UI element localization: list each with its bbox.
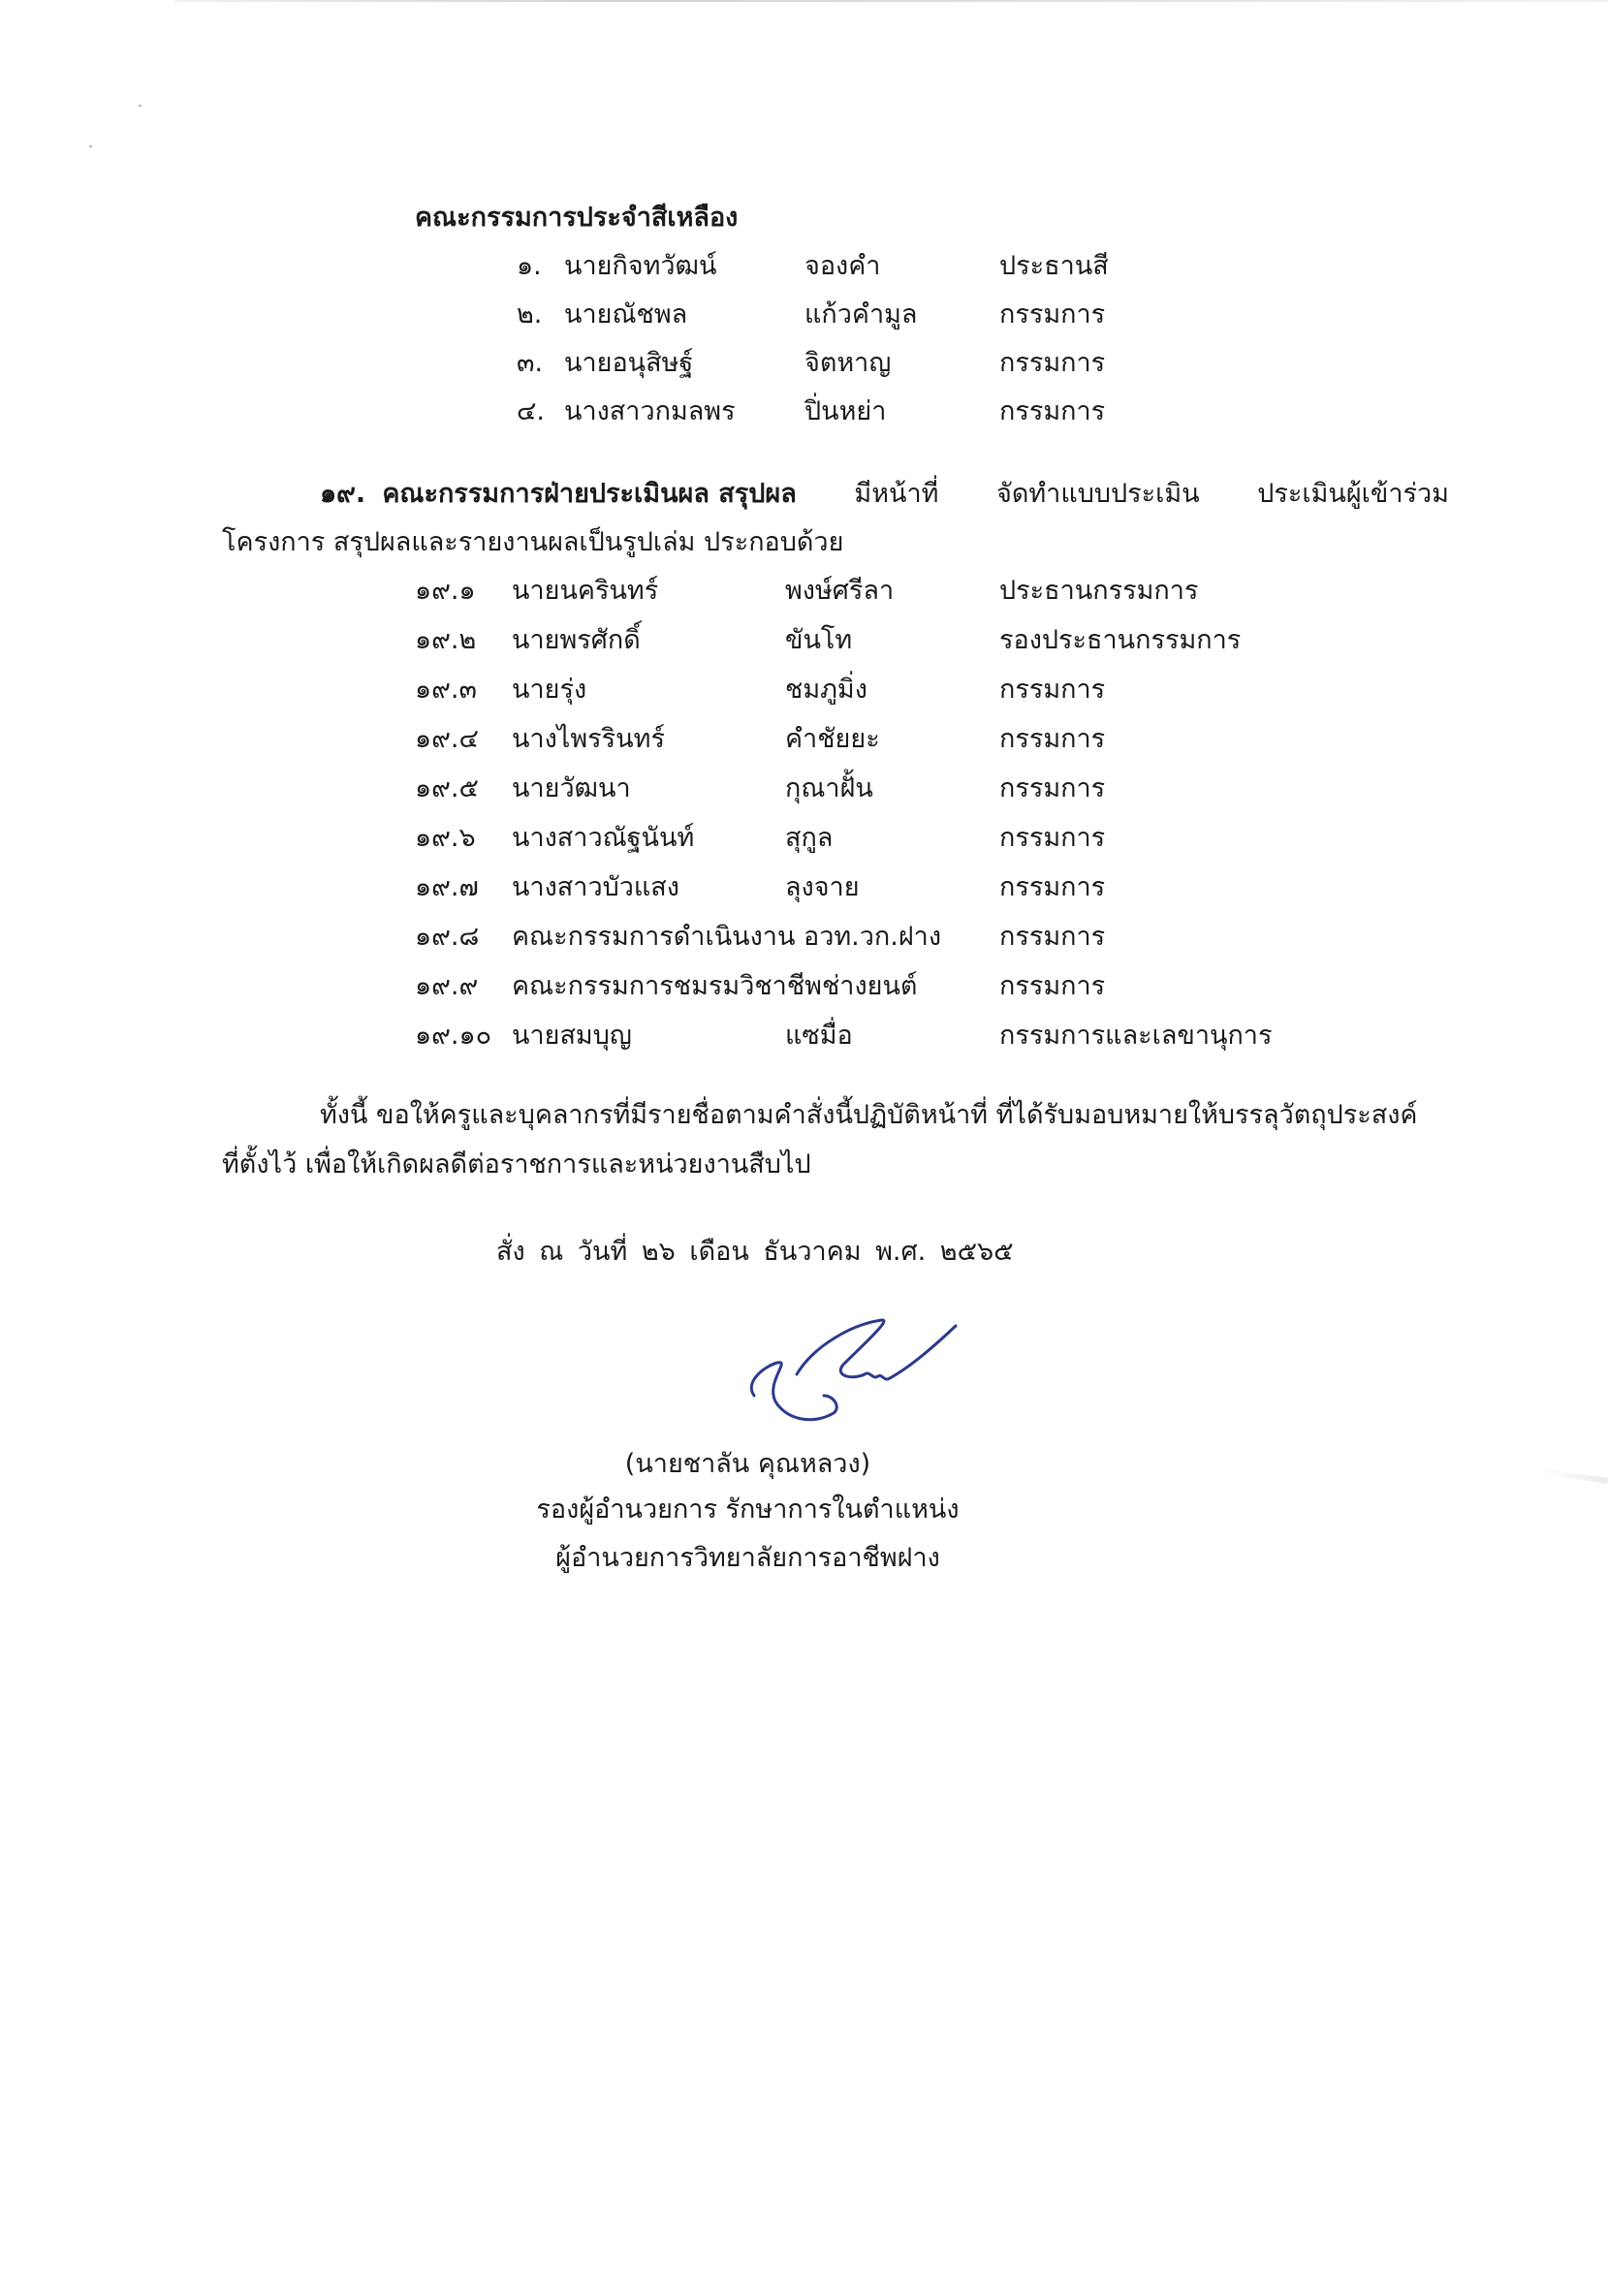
member-name: นางไพรรินทร์ [512, 724, 665, 754]
member-role: กรรมการ [999, 348, 1106, 378]
signatory-position-line2: ผู้อำนวยการวิทยาลัยการอาชีพฝาง [555, 1543, 940, 1573]
member-number: ๑๙.๙ [415, 971, 479, 1001]
member-number: ๓. [517, 348, 544, 378]
member-number: ๑๙.๘ [415, 922, 480, 952]
section-19-member-row [0, 624, 1608, 673]
member-role: รองประธานกรรมการ [999, 625, 1242, 655]
member-name: นายกิจทวัฒน์ [564, 251, 717, 281]
section-19-member-row [0, 822, 1608, 870]
member-surname: พงษ์ศรีลา [785, 576, 895, 606]
member-name: คณะกรรมการชมรมวิชาชีพช่างยนต์ [512, 971, 918, 1001]
section-19-member-row [0, 772, 1608, 821]
member-number: ๑๙.๖ [415, 823, 476, 853]
section-19-duty-label: มีหน้าที่ [854, 479, 939, 509]
closing-paragraph-line1: ทั้งนี้ ขอให้ครูและบุคลากรที่มีรายชื่อตามคำสั่งนี้ปฏิบัติหน้าที่ ที่ได้รับมอบหมายให้บรรลุวัตถุประสงค์ [320, 1100, 1418, 1130]
member-surname: ปิ่นหย่า [804, 396, 887, 426]
member-role: กรรมการ [999, 823, 1106, 853]
member-number: ๑๙.๗ [415, 872, 479, 902]
member-name: นายวัฒนา [512, 773, 631, 803]
member-surname: ขันโท [785, 625, 853, 655]
yellow-member-row [0, 347, 1608, 395]
member-surname: จองคำ [804, 251, 881, 281]
member-role: กรรมการ [999, 872, 1106, 902]
member-surname: สุกูล [785, 823, 834, 853]
section-19-member-row [0, 921, 1608, 969]
yellow-committee-heading: คณะกรรมการประจำสีเหลือง [415, 203, 739, 233]
member-number: ๑. [517, 251, 542, 281]
yellow-member-row [0, 250, 1608, 299]
member-role: กรรมการ [999, 724, 1106, 754]
member-name: นายณัชพล [564, 299, 688, 330]
order-date: สั่ง ณ วันที่ ๒๖ เดือน ธันวาคม พ.ศ. ๒๕๖๕ [496, 1237, 1014, 1267]
section-19-member-row [0, 871, 1608, 920]
member-role: กรรมการ [999, 922, 1106, 952]
member-number: ๑๙.๔ [415, 724, 479, 754]
member-number: ๑๙.๕ [415, 773, 479, 803]
yellow-member-row [0, 299, 1608, 347]
member-name: นายอนุสิษฐ์ [564, 348, 694, 378]
section-19-member-row [0, 674, 1608, 722]
member-role: กรรมการ [999, 971, 1106, 1001]
section-19-member-row [0, 1020, 1608, 1068]
member-surname: กุณาฝั้น [785, 773, 873, 803]
member-name: นายนครินทร์ [512, 576, 659, 606]
member-number: ๔. [517, 396, 546, 426]
member-name: คณะกรรมการดำเนินงาน อวท.วก.ฝาง [512, 922, 942, 952]
section-19-duty-part1: จัดทำแบบประเมิน [996, 479, 1200, 509]
member-name: นายสมบุญ [512, 1021, 632, 1051]
signatory-name: (นายชาลัน คุณหลวง) [624, 1449, 871, 1479]
section-19-header [320, 478, 1449, 511]
member-role: กรรมการ [999, 396, 1106, 426]
member-number: ๑๙.๓ [415, 675, 477, 705]
member-name: นางสาวณัฐนันท์ [512, 823, 695, 853]
signatory-position-line1: รองผู้อำนวยการ รักษาการในตำแหน่ง [536, 1494, 960, 1525]
member-surname: คำชัยยะ [785, 724, 880, 754]
section-19-continuation: โครงการ สรุปผลและรายงานผลเป็นรูปเล่ม ประกอบด้วย [222, 527, 844, 557]
yellow-member-row [0, 395, 1608, 444]
handwritten-signature [737, 1306, 969, 1432]
section-19-duty-part2: ประเมินผู้เข้าร่วม [1257, 479, 1449, 509]
section-19-member-row [0, 723, 1608, 771]
member-role: ประธานสี [999, 251, 1109, 281]
member-role: กรรมการ [999, 773, 1106, 803]
member-role: กรรมการ [999, 299, 1106, 330]
member-role: กรรมการ [999, 675, 1106, 705]
member-number: ๑๙.๑๐ [415, 1021, 492, 1051]
member-role: ประธานกรรมการ [999, 576, 1199, 606]
member-name: นางสาวบัวแสง [512, 872, 679, 902]
member-surname: ชมภูมิ่ง [785, 675, 867, 705]
member-surname: แซมื่อ [785, 1021, 853, 1051]
member-role: กรรมการและเลขานุการ [999, 1021, 1273, 1051]
member-number: ๒. [517, 299, 543, 330]
member-surname: แก้วคำมูล [804, 299, 918, 330]
section-19-member-row [0, 970, 1608, 1019]
section-19-title: คณะกรรมการฝ่ายประเมินผล สรุปผล [382, 479, 797, 509]
member-number: ๑๙.๑ [415, 576, 476, 606]
member-name: นายพรศักดิ์ [512, 625, 641, 655]
member-surname: จิตหาญ [804, 348, 892, 378]
member-surname: ลุงจาย [785, 872, 860, 902]
section-19-number: ๑๙. [320, 479, 366, 509]
section-19-member-row [0, 575, 1608, 623]
member-name: นายรุ่ง [512, 675, 587, 705]
closing-paragraph-line2: ที่ตั้งไว้ เพื่อให้เกิดผลดีต่อราชการและหน่วยงานสืบไป [222, 1149, 811, 1179]
member-name: นางสาวกมลพร [564, 396, 736, 426]
member-number: ๑๙.๒ [415, 625, 477, 655]
